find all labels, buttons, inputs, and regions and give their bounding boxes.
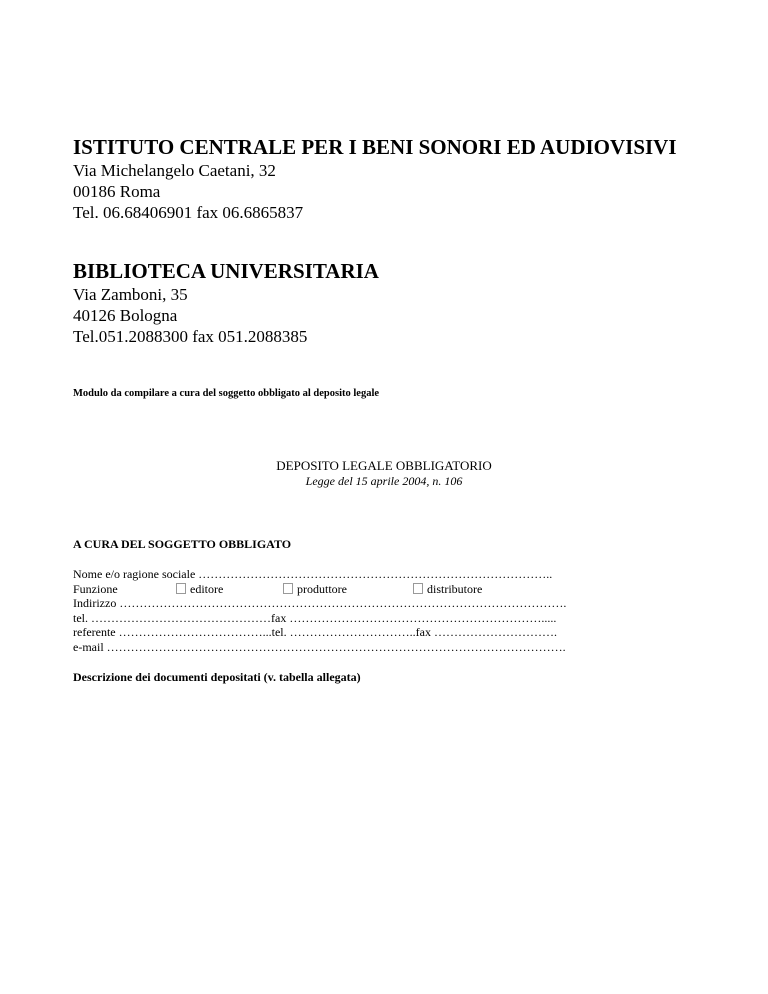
tel-fax-field-line[interactable]: tel. ………………………………………fax ………………………………………………………..... [73,610,557,625]
form-fields [73,567,653,655]
email-field-line[interactable]: e-mail ……………………………………………………………………………………………………. [73,639,566,654]
institution-city: 40126 Bologna [73,306,178,325]
funzione-row [73,582,653,597]
institution-street: Via Michelangelo Caetani, 32 [73,161,276,180]
checkbox-icon[interactable] [413,583,423,594]
option-label: editore [190,581,224,596]
option-distributore[interactable] [413,582,482,597]
option-label: distributore [427,581,483,596]
institution-title: ISTITUTO CENTRALE PER I BENI SONORI ED AUDIOVISIVI [73,135,677,159]
checkbox-icon[interactable] [176,583,186,594]
institution-block-icbsa [73,134,677,223]
description-title: Descrizione dei documenti depositati (v. tabella allegata) [73,670,361,684]
option-editore[interactable] [176,582,223,597]
option-produttore[interactable] [283,582,347,597]
institution-city: 00186 Roma [73,182,161,201]
form-instruction-note: Modulo da compilare a cura del soggetto obbligato al deposito legale [73,388,380,399]
section-title: A CURA DEL SOGGETTO OBBLIGATO [73,537,292,551]
checkbox-icon[interactable] [283,583,293,594]
deposit-heading-block [0,458,768,489]
institution-street: Via Zamboni, 35 [73,285,188,304]
name-field-line[interactable]: Nome e/o ragione sociale …………………………………………………………………………….. [73,567,553,581]
institution-phone: Tel. 06.68406901 fax 06.6865837 [73,203,304,222]
referente-field-line[interactable]: referente ………………………………...tel. …………………………..fax …………………………. [73,625,557,640]
law-reference: Legge del 15 aprile 2004, n. 106 [305,474,463,488]
funzione-label: Funzione [73,581,118,596]
institution-title: BIBLIOTECA UNIVERSITARIA [73,259,379,283]
institution-phone: Tel.051.2088300 fax 051.2088385 [73,327,308,346]
deposit-heading: DEPOSITO LEGALE OBBLIGATORIO [276,458,492,473]
indirizzo-field-line[interactable]: Indirizzo …………………………………………………………………………………………………. [73,596,567,611]
institution-block-biblioteca [73,258,379,347]
option-label: produttore [297,581,347,596]
